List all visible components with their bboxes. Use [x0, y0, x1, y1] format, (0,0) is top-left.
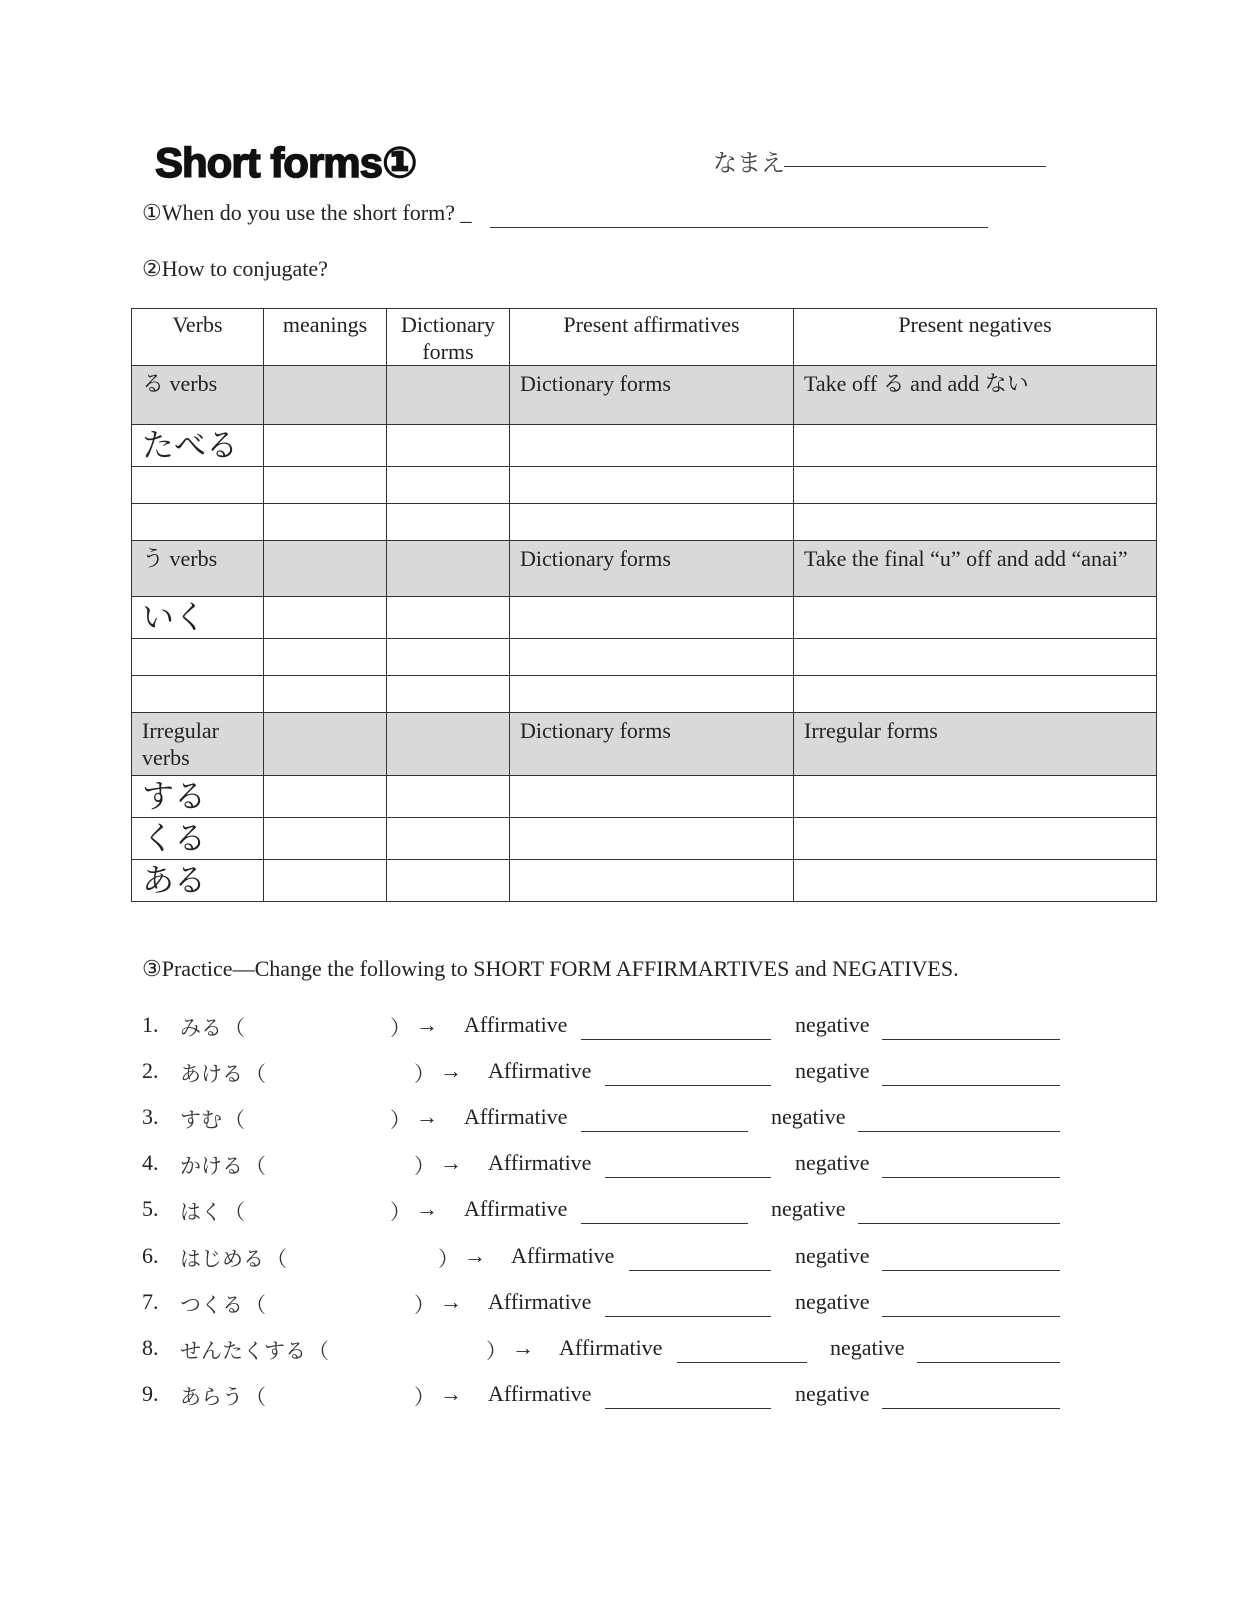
- answer-cell[interactable]: [387, 597, 510, 639]
- open-paren: （: [245, 1293, 266, 1317]
- answer-cell[interactable]: [387, 425, 510, 467]
- negative-answer-blank[interactable]: [858, 1131, 1060, 1132]
- answer-cell[interactable]: [264, 776, 387, 818]
- answer-cell[interactable]: [510, 425, 794, 467]
- arrow-icon: →: [416, 1012, 438, 1037]
- answer-cell[interactable]: [510, 639, 794, 676]
- answer-cell[interactable]: [794, 676, 1157, 713]
- u-affirmative-rule: Dictionary forms: [520, 546, 671, 571]
- affirmative-label: Affirmative: [488, 1058, 592, 1083]
- practice-word: かける: [180, 1154, 243, 1178]
- open-paren: （: [245, 1385, 266, 1409]
- negative-label: negative: [795, 1289, 870, 1314]
- u-dictionary-cell[interactable]: [387, 541, 510, 597]
- negative-label: negative: [795, 1381, 870, 1406]
- question-2: ②How to conjugate?: [142, 256, 328, 281]
- page-title: Short forms①: [155, 139, 417, 186]
- answer-cell[interactable]: [510, 504, 794, 541]
- affirmative-answer-blank[interactable]: [605, 1085, 771, 1086]
- ru-negative-rule: Take off る and add ない: [804, 371, 1029, 396]
- verb-suru: する: [142, 777, 207, 815]
- answer-cell[interactable]: [510, 676, 794, 713]
- header-present-affirmatives: Present affirmatives: [510, 309, 794, 366]
- affirmative-answer-blank[interactable]: [581, 1039, 771, 1040]
- affirmative-answer-blank[interactable]: [581, 1223, 748, 1224]
- answer-cell[interactable]: [510, 860, 794, 902]
- practice-word: はく: [180, 1200, 222, 1224]
- negative-answer-blank[interactable]: [882, 1177, 1060, 1178]
- affirmative-answer-blank[interactable]: [677, 1362, 807, 1363]
- irregular-meaning-cell[interactable]: [264, 713, 387, 776]
- arrow-icon: →: [440, 1381, 462, 1406]
- question-1-blank[interactable]: [490, 227, 988, 228]
- table-row: [132, 504, 1157, 541]
- table-row: [132, 425, 1157, 467]
- negative-label: negative: [795, 1012, 870, 1037]
- affirmative-answer-blank[interactable]: [605, 1316, 771, 1317]
- affirmative-label: Affirmative: [464, 1196, 568, 1221]
- open-paren: （: [245, 1062, 266, 1086]
- answer-cell[interactable]: [510, 818, 794, 860]
- negative-answer-blank[interactable]: [882, 1085, 1060, 1086]
- ru-meaning-cell[interactable]: [264, 366, 387, 425]
- ru-verbs-row: [132, 366, 1157, 425]
- header-present-negatives: Present negatives: [794, 309, 1157, 366]
- u-verbs-row: [132, 541, 1157, 597]
- arrow-icon: →: [440, 1150, 462, 1175]
- negative-label: negative: [795, 1058, 870, 1083]
- negative-label: negative: [771, 1104, 846, 1129]
- header-verbs: Verbs: [132, 309, 264, 366]
- table-row: [132, 467, 1157, 504]
- close-paren: ）: [390, 1016, 411, 1040]
- answer-cell[interactable]: [264, 860, 387, 902]
- close-paren: ）: [390, 1108, 411, 1132]
- answer-cell[interactable]: [264, 467, 387, 504]
- answer-cell[interactable]: [387, 776, 510, 818]
- open-paren: （: [266, 1247, 287, 1271]
- answer-cell[interactable]: [264, 818, 387, 860]
- answer-cell[interactable]: [387, 639, 510, 676]
- affirmative-label: Affirmative: [488, 1381, 592, 1406]
- table-row: [132, 860, 1157, 902]
- close-paren: ）: [414, 1154, 435, 1178]
- answer-cell[interactable]: [794, 467, 1157, 504]
- u-verbs-label: う verbs: [142, 546, 218, 571]
- verb-iku: いく: [142, 598, 207, 636]
- affirmative-label: Affirmative: [488, 1289, 592, 1314]
- close-paren: ）: [486, 1339, 507, 1363]
- open-paren: （: [224, 1200, 245, 1224]
- answer-cell[interactable]: [794, 639, 1157, 676]
- irregular-verbs-row: [132, 713, 1157, 776]
- table-row: [132, 597, 1157, 639]
- practice-number: 6.: [142, 1243, 159, 1268]
- answer-cell[interactable]: [510, 467, 794, 504]
- negative-label: negative: [795, 1243, 870, 1268]
- affirmative-label: Affirmative: [488, 1150, 592, 1175]
- answer-cell[interactable]: [387, 860, 510, 902]
- close-paren: ）: [414, 1293, 435, 1317]
- negative-answer-blank[interactable]: [917, 1362, 1060, 1363]
- arrow-icon: →: [440, 1058, 462, 1083]
- arrow-icon: →: [464, 1243, 486, 1268]
- answer-cell[interactable]: [794, 425, 1157, 467]
- arrow-icon: →: [512, 1335, 534, 1360]
- practice-word: はじめる: [180, 1247, 264, 1271]
- table-row: [132, 818, 1157, 860]
- practice-word: みる: [180, 1016, 222, 1040]
- table-row: [132, 776, 1157, 818]
- ru-dictionary-cell[interactable]: [387, 366, 510, 425]
- question-1: ①When do you use the short form? _: [142, 200, 472, 225]
- answer-cell[interactable]: [387, 676, 510, 713]
- ru-affirmative-rule: Dictionary forms: [520, 371, 671, 396]
- affirmative-answer-blank[interactable]: [605, 1408, 771, 1409]
- negative-answer-blank[interactable]: [882, 1408, 1060, 1409]
- answer-cell[interactable]: [264, 425, 387, 467]
- open-paren: （: [308, 1339, 329, 1363]
- negative-label: negative: [830, 1335, 905, 1360]
- answer-cell[interactable]: [264, 676, 387, 713]
- answer-cell[interactable]: [387, 504, 510, 541]
- negative-answer-blank[interactable]: [882, 1316, 1060, 1317]
- answer-cell[interactable]: [264, 639, 387, 676]
- practice-word: つくる: [180, 1293, 243, 1317]
- practice-number: 8.: [142, 1335, 159, 1360]
- arrow-icon: →: [416, 1104, 438, 1129]
- close-paren: ）: [414, 1062, 435, 1086]
- arrow-icon: →: [440, 1289, 462, 1314]
- practice-number: 2.: [142, 1058, 159, 1083]
- negative-answer-blank[interactable]: [858, 1223, 1060, 1224]
- practice-word: あける: [180, 1062, 243, 1086]
- close-paren: ）: [438, 1247, 459, 1271]
- arrow-icon: →: [416, 1196, 438, 1221]
- negative-label: negative: [795, 1150, 870, 1175]
- open-paren: （: [245, 1154, 266, 1178]
- negative-answer-blank[interactable]: [882, 1270, 1060, 1271]
- practice-number: 3.: [142, 1104, 159, 1129]
- negative-label: negative: [771, 1196, 846, 1221]
- answer-cell[interactable]: [264, 504, 387, 541]
- answer-cell[interactable]: [794, 597, 1157, 639]
- affirmative-label: Affirmative: [464, 1012, 568, 1037]
- answer-cell[interactable]: [794, 818, 1157, 860]
- irregular-verbs-label: Irregular verbs: [142, 718, 219, 770]
- practice-word: すむ: [180, 1108, 222, 1132]
- affirmative-answer-blank[interactable]: [581, 1131, 748, 1132]
- practice-number: 1.: [142, 1012, 159, 1037]
- affirmative-label: Affirmative: [464, 1104, 568, 1129]
- open-paren: （: [224, 1016, 245, 1040]
- answer-cell[interactable]: [510, 776, 794, 818]
- answer-cell[interactable]: [510, 597, 794, 639]
- answer-cell[interactable]: [387, 818, 510, 860]
- affirmative-label: Affirmative: [559, 1335, 663, 1360]
- close-paren: ）: [414, 1385, 435, 1409]
- name-blank[interactable]: [784, 166, 1046, 167]
- answer-cell[interactable]: [264, 597, 387, 639]
- practice-word: せんたくする: [180, 1339, 306, 1363]
- answer-cell[interactable]: [132, 504, 264, 541]
- affirmative-label: Affirmative: [511, 1243, 615, 1268]
- answer-cell[interactable]: [387, 467, 510, 504]
- name-label: なまえ: [713, 149, 785, 177]
- question-3: ③Practice—Change the following to SHORT FORM AFFIRMARTIVES and NEGATIVES.: [142, 956, 959, 981]
- table-header-row: [132, 309, 1157, 366]
- answer-cell[interactable]: [132, 467, 264, 504]
- practice-number: 5.: [142, 1196, 159, 1221]
- answer-cell[interactable]: [132, 639, 264, 676]
- answer-cell[interactable]: [794, 504, 1157, 541]
- verb-aru: ある: [142, 861, 207, 899]
- practice-number: 9.: [142, 1381, 159, 1406]
- practice-word: あらう: [180, 1385, 243, 1409]
- header-dictionary-forms: Dictionary forms: [387, 309, 510, 366]
- affirmative-answer-blank[interactable]: [629, 1270, 771, 1271]
- open-paren: （: [224, 1108, 245, 1132]
- u-meaning-cell[interactable]: [264, 541, 387, 597]
- negative-answer-blank[interactable]: [882, 1039, 1060, 1040]
- conjugation-table: [131, 308, 1157, 902]
- ru-verbs-label: る verbs: [142, 371, 218, 396]
- practice-number: 7.: [142, 1289, 159, 1314]
- practice-number: 4.: [142, 1150, 159, 1175]
- answer-cell[interactable]: [794, 776, 1157, 818]
- verb-taberu: たべる: [142, 426, 239, 464]
- irregular-dictionary-cell[interactable]: [387, 713, 510, 776]
- close-paren: ）: [390, 1200, 411, 1224]
- affirmative-answer-blank[interactable]: [605, 1177, 771, 1178]
- u-negative-rule: Take the final “u” off and add “anai”: [804, 546, 1128, 571]
- table-row: [132, 639, 1157, 676]
- answer-cell[interactable]: [132, 676, 264, 713]
- irregular-affirmative-rule: Dictionary forms: [520, 718, 671, 743]
- table-row: [132, 676, 1157, 713]
- answer-cell[interactable]: [794, 860, 1157, 902]
- irregular-negative-rule: Irregular forms: [804, 718, 938, 743]
- header-meanings: meanings: [264, 309, 387, 366]
- verb-kuru: くる: [142, 819, 207, 857]
